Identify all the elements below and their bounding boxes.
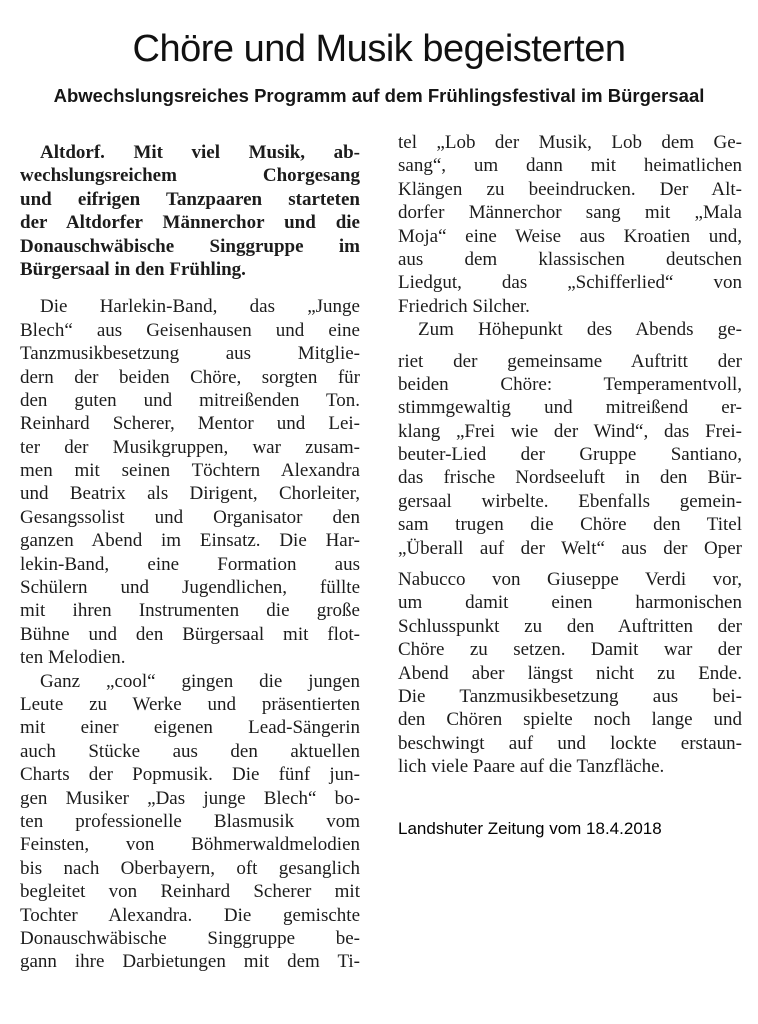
body-line: Feinsten, von Böhmerwaldmelodien: [20, 834, 360, 856]
body-line: stimmgewaltig und mitreißend er-: [398, 397, 742, 419]
body-line: den guten und mitreißenden Ton.: [20, 389, 360, 411]
body-line: und Beatrix als Dirigent, Chorleiter,: [20, 483, 360, 505]
body-line: beschwingt auf und lockte erstaun-: [398, 732, 742, 754]
lead-line: Altdorf. Mit viel Musik, ab-: [40, 142, 360, 163]
body-line: mit ihren Instrumenten die große: [20, 600, 360, 622]
body-line: Tochter Alexandra. Die gemischte: [20, 904, 360, 926]
body-line: Liedgut, das „Schifferlied“ von: [398, 272, 742, 294]
body-line: tel „Lob der Musik, Lob dem Ge-: [398, 132, 742, 153]
body-line: dern der beiden Chöre, sorgten für: [20, 366, 360, 388]
body-line: sam trugen die Chöre den Titel: [398, 514, 742, 536]
body-line: begleitet von Reinhard Scherer mit: [20, 881, 360, 903]
body-line: sang“, um dann mit heimatlichen: [398, 155, 742, 177]
lead-line: der Altdorfer Männerchor und die: [20, 212, 360, 234]
article-column-right: [398, 131, 742, 779]
lead-line: und eifrigen Tanzpaaren starteten: [20, 188, 360, 210]
body-line: lich viele Paare auf die Tanzfläche.: [398, 756, 665, 778]
body-line: riet der gemeinsame Auftritt der: [398, 350, 742, 372]
body-line: Leute zu Werke und präsentierten: [20, 693, 360, 715]
body-line: Die Tanzmusikbesetzung aus bei-: [398, 685, 742, 707]
body-line: mit einer eigenen Lead-Sängerin: [20, 717, 360, 739]
article-column-left: [20, 141, 360, 974]
body-line: Donauschwäbische Singgruppe be-: [20, 927, 360, 949]
body-line: aus dem klassischen deutschen: [398, 248, 742, 270]
source-citation: Landshuter Zeitung vom 18.4.2018: [398, 819, 662, 838]
body-line: Moja“ eine Weise aus Kroatien und,: [398, 225, 742, 247]
body-line: ter der Musikgruppen, war zusam-: [20, 436, 360, 458]
body-line: Blech“ aus Geisenhausen und eine: [20, 319, 360, 341]
lead-line: Bürgersaal in den Frühling.: [20, 258, 246, 280]
body-line: lekin-Band, eine Formation aus: [20, 553, 360, 575]
article-body-left: [20, 295, 360, 973]
body-line: um damit einen harmonischen: [398, 592, 742, 614]
body-line: Schlusspunkt zu den Auftritten der: [398, 615, 742, 637]
body-line: Die Harlekin-Band, das „Junge: [40, 296, 360, 318]
body-line: Ganz „cool“ gingen die jungen: [40, 670, 360, 692]
body-line: ten professionelle Blasmusik vom: [20, 810, 360, 832]
column-divider: [376, 132, 377, 992]
article-subheadline: Abwechslungsreiches Programm auf dem Frühlingsfestival im Bürgersaal: [53, 85, 705, 106]
article-headline: Chöre und Musik begeisterten: [132, 28, 626, 70]
body-line: Zum Höhepunkt des Abends ge-: [418, 319, 742, 341]
body-line: gen Musiker „Das junge Blech“ bo-: [20, 787, 360, 809]
body-line: auch Stücke aus den aktuellen: [20, 740, 360, 762]
body-line: Bühne und den Bürgersaal mit flot-: [20, 623, 360, 645]
body-line: Tanzmusikbesetzung aus Mitglie-: [20, 343, 360, 365]
body-line: klang „Frei wie der Wind“, das Frei-: [398, 420, 742, 442]
body-line: Klängen zu beeindrucken. Der Alt-: [398, 178, 742, 200]
body-line: Chöre zu setzen. Damit war der: [398, 639, 742, 661]
body-line: Charts der Popmusik. Die fünf jun-: [20, 764, 360, 786]
body-line: Nabucco von Giuseppe Verdi vor,: [398, 569, 742, 591]
body-line: Reinhard Scherer, Mentor und Lei-: [20, 413, 360, 435]
body-line: den Chören spielte noch lange und: [398, 709, 742, 731]
body-line: dorfer Männerchor sang mit „Mala: [398, 202, 742, 224]
body-line: Abend aber längst nicht zu Ende.: [398, 662, 742, 684]
body-line: gann ihre Darbietungen mit dem Ti-: [20, 951, 360, 973]
article-lead: [20, 141, 360, 281]
body-line: men mit seinen Töchtern Alexandra: [20, 460, 360, 482]
body-line: das frische Nordseeluft in den Bür-: [398, 467, 742, 489]
body-line: beuter-Lied der Gruppe Santiano,: [398, 444, 742, 466]
lead-line: wechslungsreichem Chorgesang: [20, 165, 360, 187]
lead-line: Donauschwäbische Singgruppe im: [20, 235, 360, 257]
body-line: ten Melodien.: [20, 647, 126, 669]
body-line: Gesangssolist und Organisator den: [20, 506, 360, 528]
body-line: Schülern und Jugendlichen, füllte: [20, 577, 360, 599]
body-line: gersaal wirbelte. Ebenfalls gemein-: [398, 490, 742, 512]
body-line: beiden Chöre: Temperamentvoll,: [398, 373, 742, 395]
body-line: ganzen Abend im Einsatz. Die Har-: [20, 530, 360, 552]
body-line: „Überall auf der Welt“ aus der Oper: [398, 537, 742, 559]
body-line: Friedrich Silcher.: [398, 295, 530, 317]
body-line: bis nach Oberbayern, oft gesanglich: [20, 857, 360, 879]
